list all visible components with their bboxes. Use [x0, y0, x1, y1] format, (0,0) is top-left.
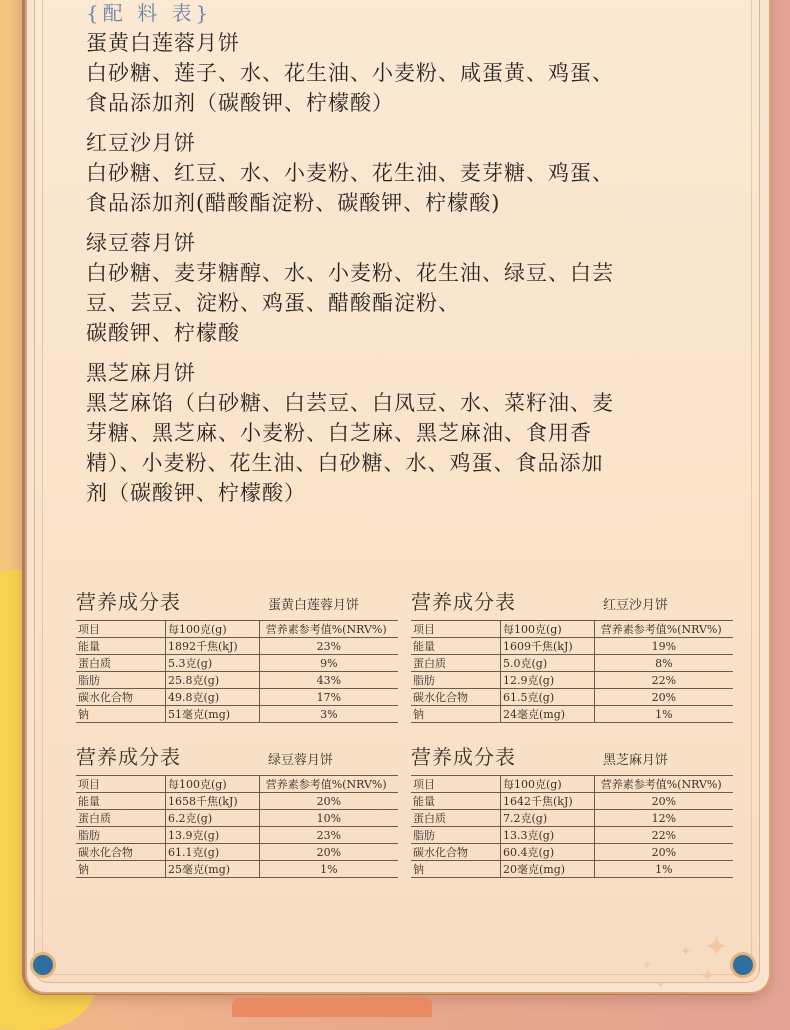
nutrient-nrv: 10%	[259, 810, 398, 827]
ingredient-line: 豆、芸豆、淀粉、鸡蛋、醋酸酯淀粉、	[86, 291, 460, 315]
ingredient-block	[86, 28, 726, 118]
ingredient-block	[86, 358, 726, 508]
nutrient-amount: 51毫克(mg)	[166, 706, 260, 723]
nutrient-name: 脂肪	[76, 827, 166, 844]
table-row	[411, 655, 733, 672]
column-header: 营养素参考值%(NRV%)	[259, 621, 398, 638]
nutrition-table	[76, 620, 398, 723]
nutrition-title: 营养成分表	[411, 745, 516, 769]
nutrient-nrv: 23%	[259, 638, 398, 655]
ingredient-title: 蛋黄白莲蓉月饼	[86, 31, 240, 55]
nutrient-name: 蛋白质	[76, 655, 166, 672]
nutrition-product-name: 黑芝麻月饼	[603, 753, 669, 768]
nutrition-header	[411, 586, 733, 620]
table-row	[411, 861, 733, 878]
nutrition-product-name: 红豆沙月饼	[603, 598, 669, 613]
corner-ornament-right-icon	[730, 952, 756, 978]
column-header: 营养素参考值%(NRV%)	[259, 776, 398, 793]
ingredient-line: 碳酸钾、柠檬酸	[86, 321, 240, 345]
nutrient-nrv: 1%	[259, 861, 398, 878]
table-header-row	[76, 621, 398, 638]
nutrient-amount: 61.5克(g)	[501, 689, 595, 706]
ingredient-line: 白砂糖、麦芽糖醇、水、小麦粉、花生油、绿豆、白芸	[86, 261, 614, 285]
nutrient-nrv: 3%	[259, 706, 398, 723]
table-header-row	[411, 621, 733, 638]
nutrient-nrv: 22%	[594, 827, 733, 844]
table-row	[76, 844, 398, 861]
table-header-row	[411, 776, 733, 793]
nutrient-name: 脂肪	[76, 672, 166, 689]
nutrient-nrv: 1%	[594, 861, 733, 878]
nutrient-name: 能量	[411, 638, 501, 655]
nutrient-name: 脂肪	[411, 827, 501, 844]
table-row	[76, 638, 398, 655]
table-row	[76, 655, 398, 672]
nutrient-amount: 1642千焦(kJ)	[501, 793, 595, 810]
nutrient-name: 碳水化合物	[411, 689, 501, 706]
nutrient-nrv: 43%	[259, 672, 398, 689]
column-header: 每100克(g)	[166, 776, 260, 793]
nutrition-title: 营养成分表	[411, 590, 516, 614]
ingredient-line: 食品添加剂（碳酸钾、柠檬酸）	[86, 91, 394, 115]
nutrient-name: 钠	[76, 706, 166, 723]
nutrient-name: 能量	[76, 793, 166, 810]
nutrient-nrv: 19%	[594, 638, 733, 655]
ingredients-list	[86, 28, 726, 508]
table-row	[76, 672, 398, 689]
sparkle-icon: ✦	[680, 944, 692, 960]
table-row	[411, 706, 733, 723]
nutrient-amount: 49.8克(g)	[166, 689, 260, 706]
column-header: 项目	[411, 776, 501, 793]
nutrient-nrv: 12%	[594, 810, 733, 827]
nutrition-header	[411, 741, 733, 775]
nutrient-amount: 13.9克(g)	[166, 827, 260, 844]
sparkle-icon: ✦	[704, 930, 730, 965]
table-row	[411, 689, 733, 706]
nutrient-amount: 12.9克(g)	[501, 672, 595, 689]
nutrient-nrv: 22%	[594, 672, 733, 689]
corner-ornament-left-icon	[30, 952, 56, 978]
table-row	[76, 810, 398, 827]
ingredient-line: 白砂糖、红豆、水、小麦粉、花生油、麦芽糖、鸡蛋、	[86, 161, 614, 185]
column-header: 每100克(g)	[501, 621, 595, 638]
table-row	[411, 793, 733, 810]
nutrition-header	[76, 741, 398, 775]
table-row	[76, 793, 398, 810]
table-row	[411, 844, 733, 861]
nutrient-nrv: 20%	[594, 689, 733, 706]
ingredient-block	[86, 128, 726, 218]
ingredient-block	[86, 228, 726, 348]
nutrient-name: 钠	[76, 861, 166, 878]
column-header: 项目	[76, 776, 166, 793]
table-row	[411, 810, 733, 827]
table-row	[76, 861, 398, 878]
nutrient-nrv: 23%	[259, 827, 398, 844]
nutrient-amount: 24毫克(mg)	[501, 706, 595, 723]
nutrient-amount: 13.3克(g)	[501, 827, 595, 844]
ingredient-line: 食品添加剂(醋酸酯淀粉、碳酸钾、柠檬酸)	[86, 191, 501, 215]
nutrient-name: 碳水化合物	[76, 844, 166, 861]
table-header-row	[76, 776, 398, 793]
nutrient-name: 能量	[411, 793, 501, 810]
nutrient-amount: 7.2克(g)	[501, 810, 595, 827]
nutrient-amount: 60.4克(g)	[501, 844, 595, 861]
ingredient-title: 红豆沙月饼	[86, 131, 196, 155]
nutrition-table	[411, 775, 733, 878]
table-row	[76, 689, 398, 706]
nutrient-amount: 1892千焦(kJ)	[166, 638, 260, 655]
nutrition-product-name: 绿豆蓉月饼	[268, 753, 334, 768]
nutrition-header	[76, 586, 398, 620]
nutrient-amount: 25毫克(mg)	[166, 861, 260, 878]
nutrient-amount: 1609千焦(kJ)	[501, 638, 595, 655]
nutrient-nrv: 8%	[594, 655, 733, 672]
nutrient-name: 碳水化合物	[411, 844, 501, 861]
column-header: 每100克(g)	[166, 621, 260, 638]
nutrient-nrv: 20%	[259, 793, 398, 810]
table-row	[411, 638, 733, 655]
column-header: 营养素参考值%(NRV%)	[594, 776, 733, 793]
table-row	[411, 827, 733, 844]
nutrient-amount: 61.1克(g)	[166, 844, 260, 861]
ingredient-line: 剂（碳酸钾、柠檬酸）	[86, 481, 306, 505]
nutrient-name: 蛋白质	[411, 655, 501, 672]
ingredient-title: 黑芝麻月饼	[86, 361, 196, 385]
column-header: 项目	[411, 621, 501, 638]
nutrition-table	[411, 620, 733, 723]
nutrition-table-0	[76, 586, 398, 723]
nutrition-table-2	[76, 741, 398, 878]
nutrient-amount: 1658千焦(kJ)	[166, 793, 260, 810]
ingredient-line: 精）、小麦粉、花生油、白砂糖、水、鸡蛋、食品添加	[86, 451, 604, 475]
table-row	[76, 827, 398, 844]
nutrient-amount: 5.0克(g)	[501, 655, 595, 672]
nutrition-table	[76, 775, 398, 878]
nutrient-amount: 5.3克(g)	[166, 655, 260, 672]
nutrition-title: 营养成分表	[76, 745, 181, 769]
nutrition-table-3	[411, 741, 733, 878]
nutrient-name: 碳水化合物	[76, 689, 166, 706]
ingredients-section	[86, 0, 726, 518]
nutrient-nrv: 20%	[259, 844, 398, 861]
table-row	[411, 672, 733, 689]
ingredients-header: {配 料 表}	[86, 1, 213, 25]
ingredient-line: 芽糖、黑芝麻、小麦粉、白芝麻、黑芝麻油、食用香	[86, 421, 592, 445]
nutrient-nrv: 17%	[259, 689, 398, 706]
nutrient-amount: 20毫克(mg)	[501, 861, 595, 878]
nutrient-name: 蛋白质	[76, 810, 166, 827]
bottom-tab	[232, 997, 432, 1017]
nutrient-nrv: 20%	[594, 844, 733, 861]
nutrition-product-name: 蛋黄白莲蓉月饼	[268, 598, 360, 613]
ingredient-line: 白砂糖、莲子、水、花生油、小麦粉、咸蛋黄、鸡蛋、	[86, 61, 614, 85]
table-row	[76, 706, 398, 723]
nutrient-name: 脂肪	[411, 672, 501, 689]
column-header: 每100克(g)	[501, 776, 595, 793]
nutrient-name: 蛋白质	[411, 810, 501, 827]
nutrient-name: 能量	[76, 638, 166, 655]
ingredient-title: 绿豆蓉月饼	[86, 231, 196, 255]
nutrient-nrv: 20%	[594, 793, 733, 810]
nutrient-name: 钠	[411, 861, 501, 878]
nutrient-amount: 6.2克(g)	[166, 810, 260, 827]
sparkle-icon: ✦	[656, 978, 666, 991]
nutrient-name: 钠	[411, 706, 501, 723]
sparkle-icon: ✦	[700, 966, 716, 987]
nutrition-table-1	[411, 586, 733, 723]
nutrition-title: 营养成分表	[76, 590, 181, 614]
sparkle-icon: ✦	[642, 958, 653, 972]
column-header: 营养素参考值%(NRV%)	[594, 621, 733, 638]
ingredient-line: 黑芝麻馅（白砂糖、白芸豆、白凤豆、水、菜籽油、麦	[86, 391, 614, 415]
nutrient-amount: 25.8克(g)	[166, 672, 260, 689]
nutrient-nrv: 9%	[259, 655, 398, 672]
column-header: 项目	[76, 621, 166, 638]
nutrient-nrv: 1%	[594, 706, 733, 723]
